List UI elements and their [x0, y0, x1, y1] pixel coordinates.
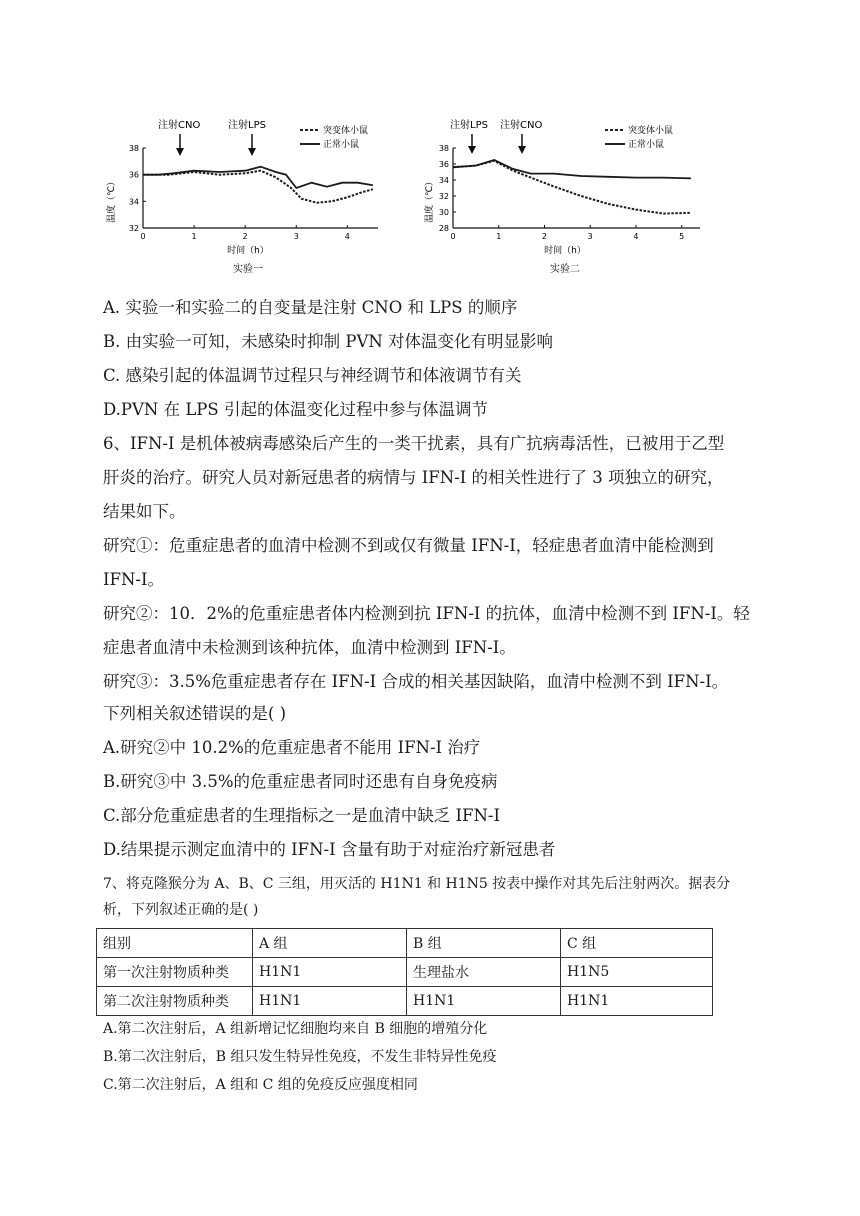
y-tick-label: 34: [438, 176, 449, 185]
table-cell: H1N1: [561, 987, 713, 1016]
table-cell: H1N1: [407, 987, 561, 1016]
annotation-cno-arrowhead: [176, 148, 184, 156]
table-cell: 第一次注射物质种类: [97, 958, 253, 987]
q6-stem-line-1: 6、IFN-I 是机体被病毒感染后产生的一类干扰素，具有广抗病毒活性，已被用于乙型: [103, 434, 725, 453]
legend-normal-label: 正常小鼠: [323, 140, 360, 150]
q6-option-b: B.研究③中 3.5%的危重症患者同时还患有自身免疫病: [103, 772, 498, 791]
annotation-cno: 注射CNO: [158, 120, 201, 131]
y-tick-label: 36: [128, 170, 139, 180]
table-header-row: [97, 929, 713, 958]
annotation-cno-arrowhead: [518, 146, 526, 154]
q6-option-c: C.部分危重症患者的生理指标之一是血清中缺乏 IFN-I: [103, 806, 501, 825]
x-tick-label: 4: [633, 232, 639, 241]
table-row: [97, 958, 713, 987]
q7-option-c: C.第二次注射后，A 组和 C 组的免疫反应强度相同: [103, 1077, 418, 1093]
table-header-cell: C 组: [561, 929, 713, 958]
table-cell: 生理盐水: [407, 958, 561, 987]
table-cell: H1N1: [253, 987, 407, 1016]
study-2-line-2: 症患者血清中未检测到该种抗体，血清中检测到 IFN-I。: [103, 638, 516, 657]
injection-table: [96, 928, 713, 1016]
study-1-line-1: 研究①：危重症患者的血清中检测不到或仅有微量 IFN-I，轻症患者血清中能检测到: [103, 536, 714, 555]
legend-mutant-label: 突变体小鼠: [323, 126, 369, 136]
x-axis-label: 时间（h）: [227, 246, 269, 256]
table-header-cell: A 组: [253, 929, 407, 958]
legend-normal-label: 正常小鼠: [628, 140, 665, 150]
q7-stem-line-1: 7、将克隆猴分为 A、B、C 三组，用灭活的 H1N1 和 H1N5 按表中操作对其先后注射两次。据表分: [103, 876, 731, 892]
figure-experiment-1: [100, 100, 390, 285]
annotation-lps-arrowhead: [248, 148, 256, 156]
y-tick-label: 28: [438, 224, 449, 233]
x-tick-label: 0: [450, 232, 456, 241]
x-tick-label: 3: [587, 232, 593, 241]
y-tick-label: 38: [438, 144, 449, 153]
y-axis-label: 温度（℃）: [425, 176, 435, 224]
y-tick-label: 32: [128, 224, 139, 233]
annotation-cno: 注射CNO: [500, 120, 543, 131]
q7-stem-line-2: 析，下列叙述正确的是( ): [103, 902, 259, 918]
q6-stem-line-2: 肝炎的治疗。研究人员对新冠患者的病情与 IFN-I 的相关性进行了 3 项独立的研究，: [103, 468, 724, 487]
series-line-mutant: [453, 161, 691, 214]
table-cell: H1N5: [561, 958, 713, 987]
x-tick-label: 2: [541, 232, 548, 241]
table-row: [97, 987, 713, 1016]
legend-mutant-label: 突变体小鼠: [628, 126, 674, 136]
table-header-cell: 组别: [97, 929, 253, 958]
table-cell: H1N1: [253, 958, 407, 987]
chart-experiment-2: [420, 100, 710, 285]
q7-option-a: A.第二次注射后，A 组新增记忆细胞均来自 B 细胞的增殖分化: [103, 1021, 488, 1037]
chart-caption: 实验一: [233, 264, 263, 275]
table-cell: 第二次注射物质种类: [97, 987, 253, 1016]
q6-stem-line-3: 结果如下。: [103, 502, 186, 521]
x-tick-label: 1: [496, 232, 502, 241]
y-axis-label: 温度（℃）: [107, 176, 117, 224]
series-line-mutant: [143, 171, 373, 203]
y-tick-label: 38: [128, 144, 139, 153]
q5-option-d: D.PVN 在 LPS 引起的体温变化过程中参与体温调节: [103, 400, 488, 419]
x-tick-label: 4: [344, 232, 350, 241]
annotation-lps: 注射LPS: [450, 120, 488, 131]
chart-caption: 实验二: [550, 264, 580, 275]
y-tick-label: 34: [128, 197, 139, 207]
annotation-lps-arrowhead: [468, 146, 476, 154]
table-header-cell: B 组: [407, 929, 561, 958]
q5-option-b: B. 由实验一可知，未感染时抑制 PVN 对体温变化有明显影响: [103, 332, 554, 351]
study-3: 研究③：3.5%危重症患者存在 IFN-I 合成的相关基因缺陷，血清中检测不到 IFN-I。: [103, 672, 729, 691]
chart-experiment-1: [100, 100, 390, 285]
q6-prompt: 下列相关叙述错误的是( ): [103, 704, 287, 723]
q5-option-a: A. 实验一和实验二的自变量是注射 CNO 和 LPS 的顺序: [103, 298, 518, 317]
study-2-line-1: 研究②：10．2%的危重症患者体内检测到抗 IFN-I 的抗体，血清中检测不到 IFN-I。轻: [103, 604, 750, 623]
q7-option-b: B.第二次注射后，B 组只发生特异性免疫，不发生非特异性免疫: [103, 1049, 497, 1065]
x-tick-label: 5: [679, 232, 685, 241]
study-1-line-2: IFN-I。: [103, 570, 164, 589]
figure-experiment-2: [420, 100, 710, 285]
q6-option-a: A.研究②中 10.2%的危重症患者不能用 IFN-I 治疗: [103, 738, 481, 757]
x-tick-label: 3: [293, 232, 299, 241]
x-tick-label: 0: [140, 232, 146, 241]
annotation-lps: 注射LPS: [228, 120, 266, 131]
y-tick-label: 30: [438, 208, 449, 217]
x-tick-label: 2: [242, 232, 248, 241]
q6-option-d: D.结果提示测定血清中的 IFN-I 含量有助于对症治疗新冠患者: [103, 840, 556, 859]
x-tick-label: 1: [191, 232, 197, 241]
q5-option-c: C. 感染引起的体温调节过程只与神经调节和体液调节有关: [103, 366, 522, 385]
y-tick-label: 36: [438, 160, 449, 169]
y-tick-label: 32: [438, 192, 449, 201]
series-line-normal: [143, 167, 373, 188]
x-axis-label: 时间（h）: [544, 246, 586, 256]
